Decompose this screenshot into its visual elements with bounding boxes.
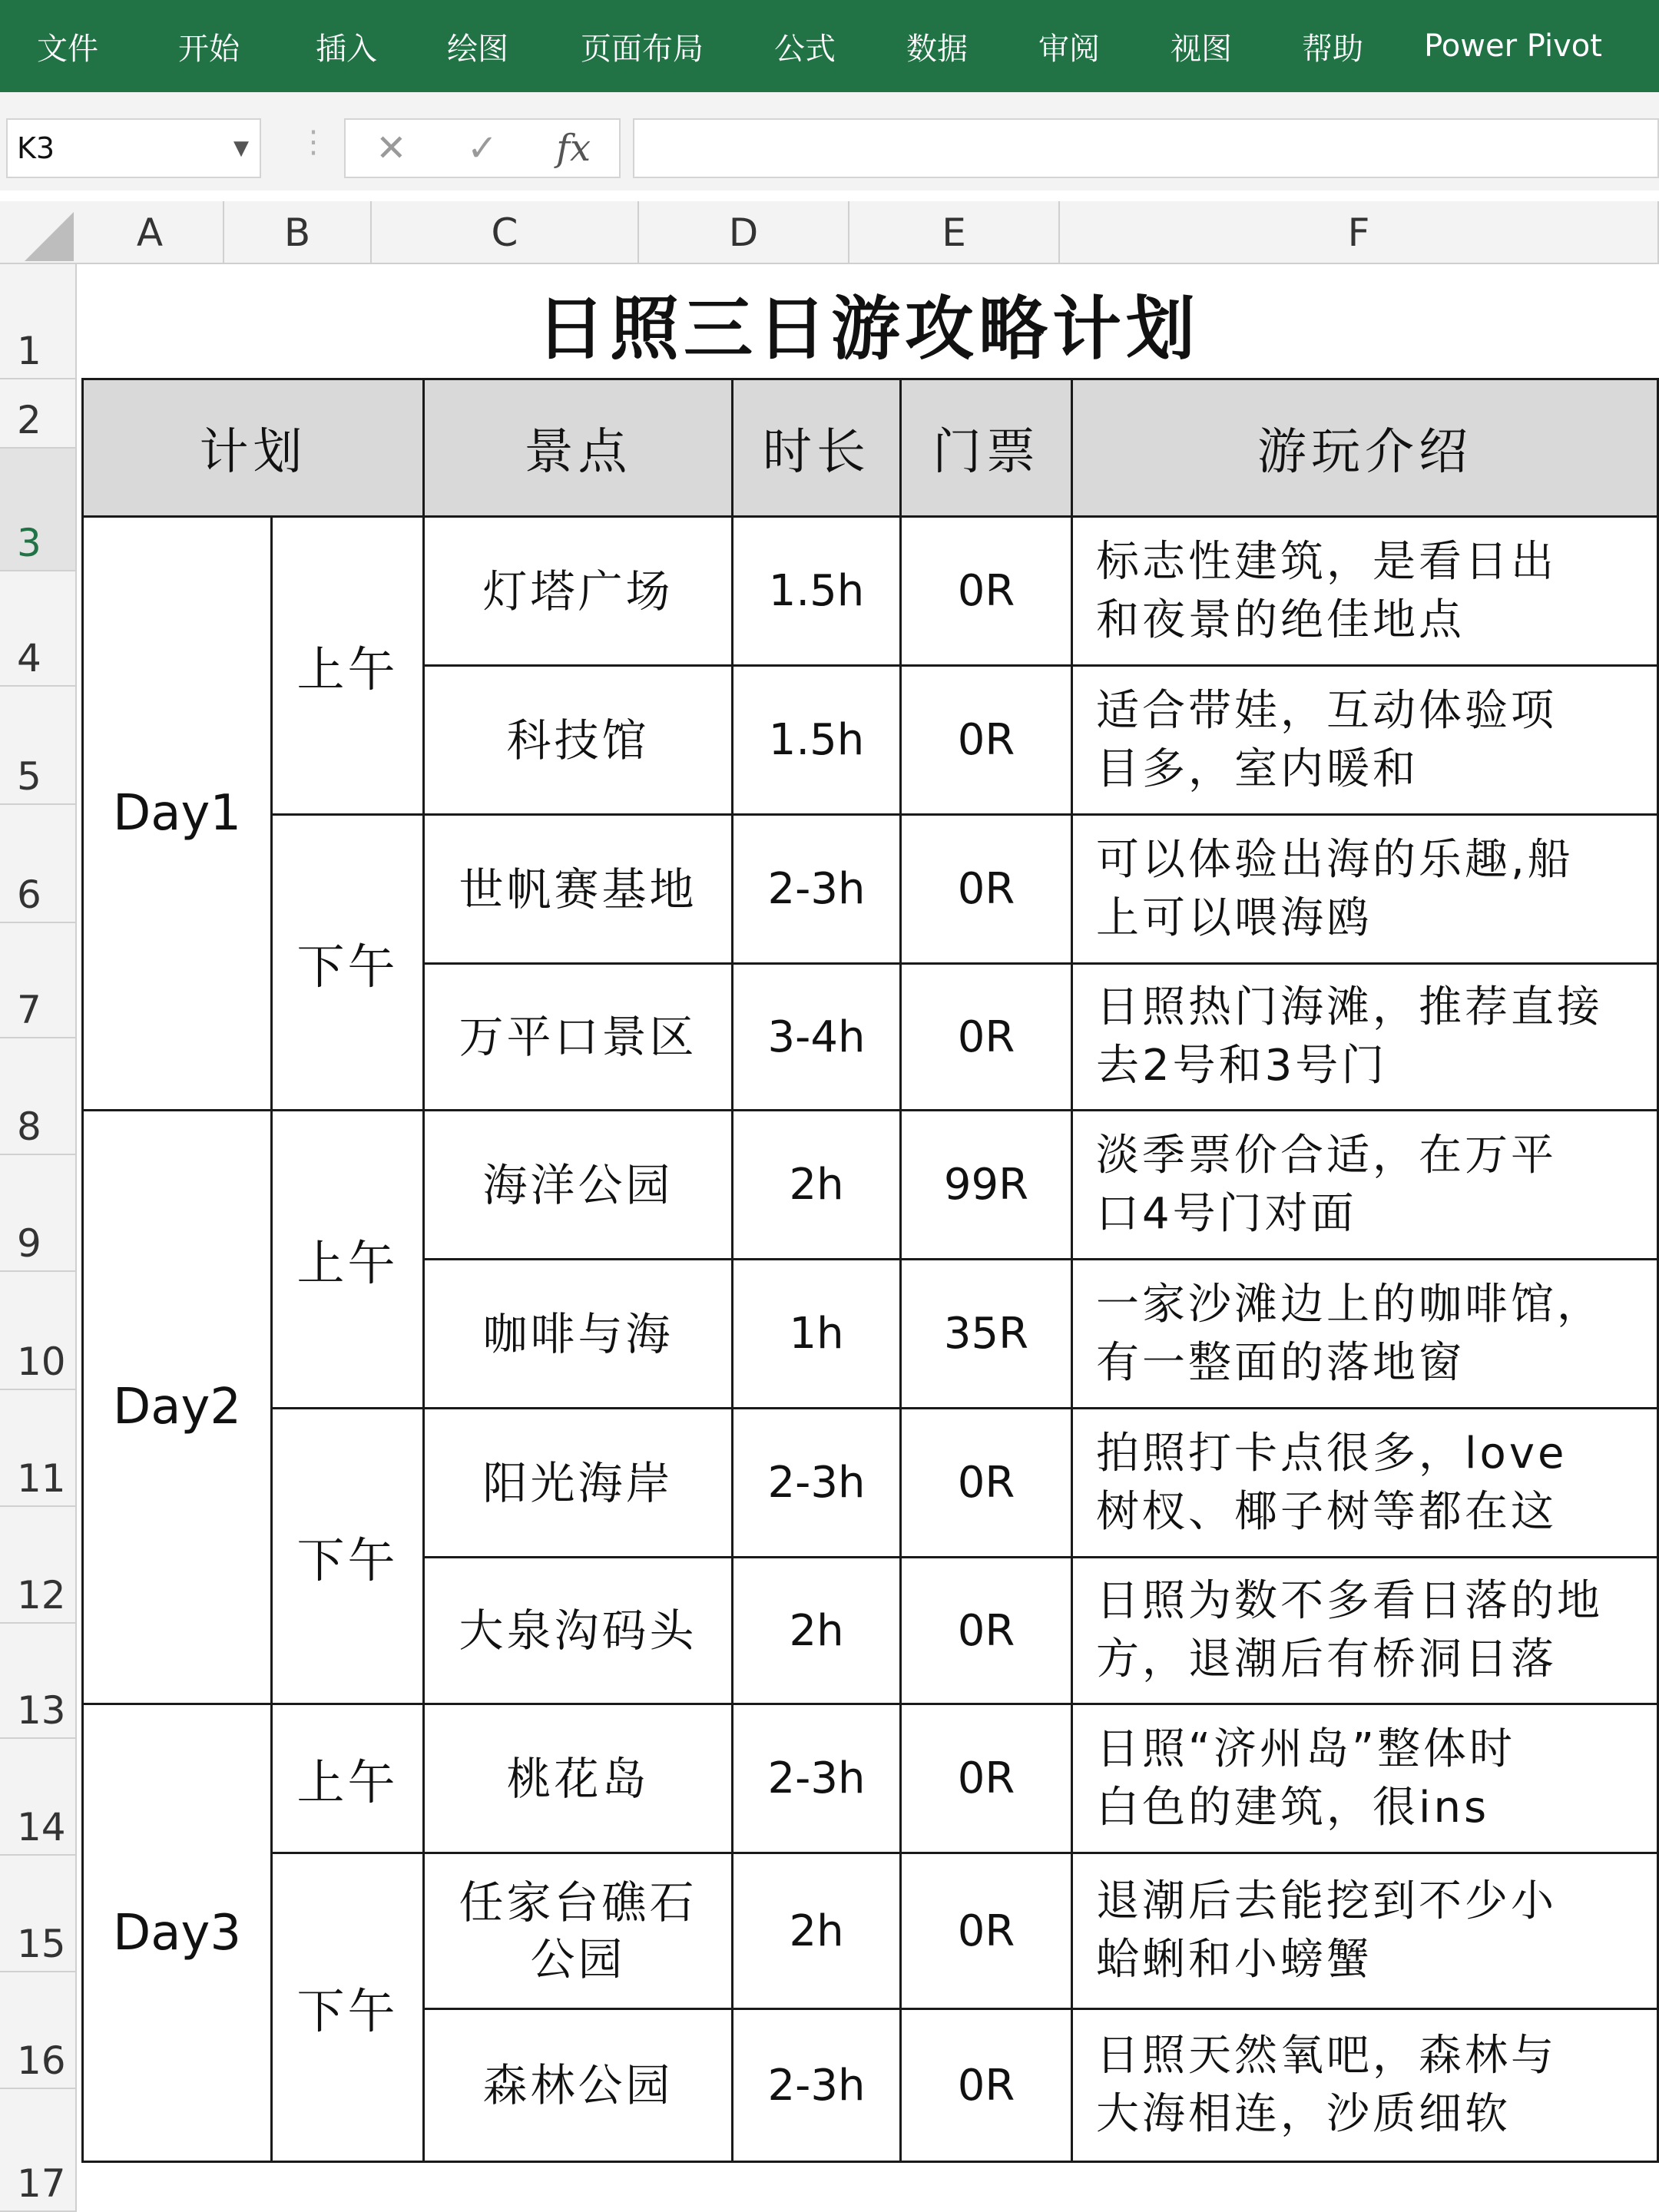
day-cell[interactable]: Day1 <box>81 515 273 1111</box>
ticket-cell[interactable]: 0R <box>899 664 1073 816</box>
spot-cell[interactable]: 海洋公园 <box>422 1109 733 1260</box>
spot-cell[interactable]: 阳光海岸 <box>422 1407 733 1558</box>
intro-cell[interactable] <box>1071 2008 1659 2163</box>
intro-line: 上可以喂海鸥 <box>1096 892 1373 943</box>
ticket-cell[interactable]: 99R <box>899 1109 1073 1260</box>
intro-cell[interactable] <box>1071 515 1659 667</box>
intro-line: 日照热门海滩，推荐直接 <box>1096 982 1603 1032</box>
intro-line: 拍照打卡点很多，love <box>1096 1428 1568 1479</box>
spot-cell[interactable]: 万平口景区 <box>422 962 733 1111</box>
insert-function-icon[interactable]: fx <box>556 127 591 170</box>
period-cell[interactable]: 下午 <box>270 1407 425 1705</box>
spot-cell[interactable]: 桃花岛 <box>422 1703 733 1854</box>
row-header-divider <box>75 264 77 2212</box>
intro-line: 日照“济州岛”整体时 <box>1096 1724 1516 1774</box>
intro-line: 可以体验出海的乐趣,船 <box>1096 834 1574 885</box>
tab-home[interactable]: 开始 <box>178 31 240 67</box>
row-header-14[interactable]: 14 <box>0 1739 75 1856</box>
day-cell[interactable]: Day3 <box>81 1703 273 2163</box>
tab-page-layout[interactable]: 页面布局 <box>581 31 704 67</box>
intro-cell[interactable] <box>1071 1852 1659 2010</box>
intro-line: 日照为数不多看日落的地 <box>1096 1576 1603 1626</box>
tab-file[interactable]: 文件 <box>37 31 98 67</box>
intro-line: 适合带娃，互动体验项 <box>1096 685 1557 736</box>
period-cell[interactable]: 下午 <box>270 1852 425 2163</box>
duration-cell[interactable]: 1h <box>731 1258 902 1409</box>
row-header-17[interactable]: 17 <box>0 2089 75 2212</box>
cancel-icon[interactable]: ✕ <box>376 127 407 170</box>
period-cell[interactable]: 上午 <box>270 515 425 816</box>
ticket-cell[interactable]: 0R <box>899 515 1073 667</box>
select-all-icon <box>25 212 74 261</box>
column-header-d[interactable]: D <box>639 201 849 264</box>
duration-cell[interactable]: 3-4h <box>731 962 902 1111</box>
row-header-6[interactable]: 6 <box>0 805 75 923</box>
tab-review[interactable]: 审阅 <box>1038 31 1100 67</box>
column-header-b[interactable]: B <box>224 201 372 264</box>
period-cell[interactable]: 上午 <box>270 1109 425 1409</box>
intro-line: 去2号和3号门 <box>1096 1041 1388 1091</box>
spot-cell[interactable]: 灯塔广场 <box>422 515 733 667</box>
row-header-15[interactable]: 15 <box>0 1856 75 1972</box>
intro-line: 目多，室内暖和 <box>1096 743 1419 794</box>
row-header-8[interactable]: 8 <box>0 1038 75 1155</box>
intro-line: 退潮后去能挖到不少小 <box>1096 1876 1557 1926</box>
row-header-3[interactable]: 3 <box>0 449 75 571</box>
ticket-cell[interactable]: 0R <box>899 813 1073 965</box>
formula-buttons <box>344 118 621 178</box>
intro-line: 蛤蜊和小螃蟹 <box>1096 1935 1373 1985</box>
formula-bar <box>0 114 1659 190</box>
row-header-9[interactable]: 9 <box>0 1155 75 1272</box>
spot-cell[interactable]: 咖啡与海 <box>422 1258 733 1409</box>
name-box-value: K3 <box>17 131 55 165</box>
row-header-11[interactable]: 11 <box>0 1390 75 1507</box>
row-header-1[interactable]: 1 <box>0 264 75 379</box>
tab-insert[interactable]: 插入 <box>316 31 377 67</box>
duration-cell[interactable]: 1.5h <box>731 515 902 667</box>
row-header-2[interactable]: 2 <box>0 379 75 449</box>
ticket-cell[interactable]: 0R <box>899 2008 1073 2163</box>
duration-cell[interactable]: 2h <box>731 1852 902 2010</box>
name-box[interactable] <box>6 118 261 178</box>
sheet-title[interactable]: 日照三日游攻略计划 <box>536 289 1200 369</box>
tab-data[interactable]: 数据 <box>906 31 968 67</box>
intro-line: 白色的建筑，很ins <box>1096 1782 1490 1833</box>
intro-line: 和夜景的绝佳地点 <box>1096 594 1465 645</box>
ticket-cell[interactable]: 0R <box>899 1852 1073 2010</box>
duration-cell[interactable]: 2h <box>731 1109 902 1260</box>
intro-line: 标志性建筑，是看日出 <box>1096 536 1557 587</box>
tab-power-pivot[interactable]: Power Pivot <box>1424 28 1602 64</box>
intro-cell[interactable] <box>1071 1407 1659 1558</box>
tab-draw[interactable]: 绘图 <box>447 31 508 67</box>
intro-cell[interactable] <box>1071 962 1659 1111</box>
duration-cell[interactable]: 2-3h <box>731 2008 902 2163</box>
duration-cell[interactable]: 2-3h <box>731 1407 902 1558</box>
intro-cell[interactable] <box>1071 664 1659 816</box>
row-header-12[interactable]: 12 <box>0 1507 75 1624</box>
intro-cell[interactable] <box>1071 1258 1659 1409</box>
select-all-corner[interactable] <box>0 201 77 264</box>
intro-line: 一家沙滩边上的咖啡馆， <box>1096 1279 1603 1330</box>
spot-cell[interactable]: 世帆赛基地 <box>422 813 733 965</box>
day-cell[interactable]: Day2 <box>81 1109 273 1705</box>
spot-cell[interactable]: 大泉沟码头 <box>422 1556 733 1705</box>
ticket-cell[interactable]: 0R <box>899 1556 1073 1705</box>
intro-line: 淡季票价合适，在万平 <box>1096 1130 1557 1181</box>
ribbon-separator <box>0 92 1659 114</box>
row-header-4[interactable]: 4 <box>0 571 75 687</box>
column-header-a[interactable]: A <box>77 201 224 264</box>
duration-cell[interactable]: 2-3h <box>731 1703 902 1854</box>
duration-cell[interactable]: 2-3h <box>731 813 902 965</box>
spot-cell[interactable]: 任家台礁石公园 <box>422 1852 733 2010</box>
ticket-cell[interactable]: 0R <box>899 962 1073 1111</box>
row-header-7[interactable]: 7 <box>0 923 75 1038</box>
tab-formulas[interactable]: 公式 <box>774 31 836 67</box>
intro-line: 有一整面的落地窗 <box>1096 1337 1465 1388</box>
intro-line: 日照天然氧吧，森林与 <box>1096 2031 1557 2081</box>
header-spot[interactable]: 景点 <box>422 378 733 518</box>
period-cell[interactable]: 下午 <box>270 813 425 1111</box>
row-header-5[interactable]: 5 <box>0 687 75 805</box>
row-header-13[interactable]: 13 <box>0 1624 75 1739</box>
row-header-10[interactable]: 10 <box>0 1272 75 1390</box>
intro-cell[interactable] <box>1071 813 1659 965</box>
tab-view[interactable]: 视图 <box>1171 31 1232 67</box>
period-cell[interactable]: 上午 <box>270 1703 425 1854</box>
ticket-cell[interactable]: 0R <box>899 1703 1073 1854</box>
tab-help[interactable]: 帮助 <box>1302 31 1363 67</box>
header-plan[interactable]: 计划 <box>81 378 425 518</box>
column-header-c[interactable]: C <box>372 201 639 264</box>
spot-cell[interactable]: 森林公园 <box>422 2008 733 2163</box>
header-intro[interactable]: 游玩介绍 <box>1071 378 1659 518</box>
column-header-f[interactable]: F <box>1060 201 1659 264</box>
intro-cell[interactable] <box>1071 1109 1659 1260</box>
ticket-cell[interactable]: 35R <box>899 1258 1073 1409</box>
formula-input[interactable] <box>633 118 1659 178</box>
intro-line: 方，退潮后有桥洞日落 <box>1096 1634 1557 1684</box>
intro-line: 树杈、椰子树等都在这 <box>1096 1486 1557 1537</box>
intro-cell[interactable] <box>1071 1556 1659 1705</box>
duration-cell[interactable]: 1.5h <box>731 664 902 816</box>
ticket-cell[interactable]: 0R <box>899 1407 1073 1558</box>
spot-cell[interactable]: 科技馆 <box>422 664 733 816</box>
row-header-16[interactable]: 16 <box>0 1972 75 2089</box>
intro-line: 大海相连，沙质细软 <box>1096 2089 1511 2139</box>
duration-cell[interactable]: 2h <box>731 1556 902 1705</box>
intro-line: 口4号门对面 <box>1096 1188 1357 1239</box>
header-divider <box>0 263 1659 264</box>
intro-cell[interactable] <box>1071 1703 1659 1854</box>
more-options-icon[interactable]: ⋮ <box>298 124 329 160</box>
enter-icon[interactable]: ✓ <box>466 127 498 170</box>
ribbon <box>0 0 1659 92</box>
column-header-e[interactable]: E <box>849 201 1060 264</box>
header-ticket[interactable]: 门票 <box>899 378 1073 518</box>
header-duration[interactable]: 时长 <box>731 378 902 518</box>
chevron-down-icon[interactable]: ▼ <box>233 137 249 160</box>
